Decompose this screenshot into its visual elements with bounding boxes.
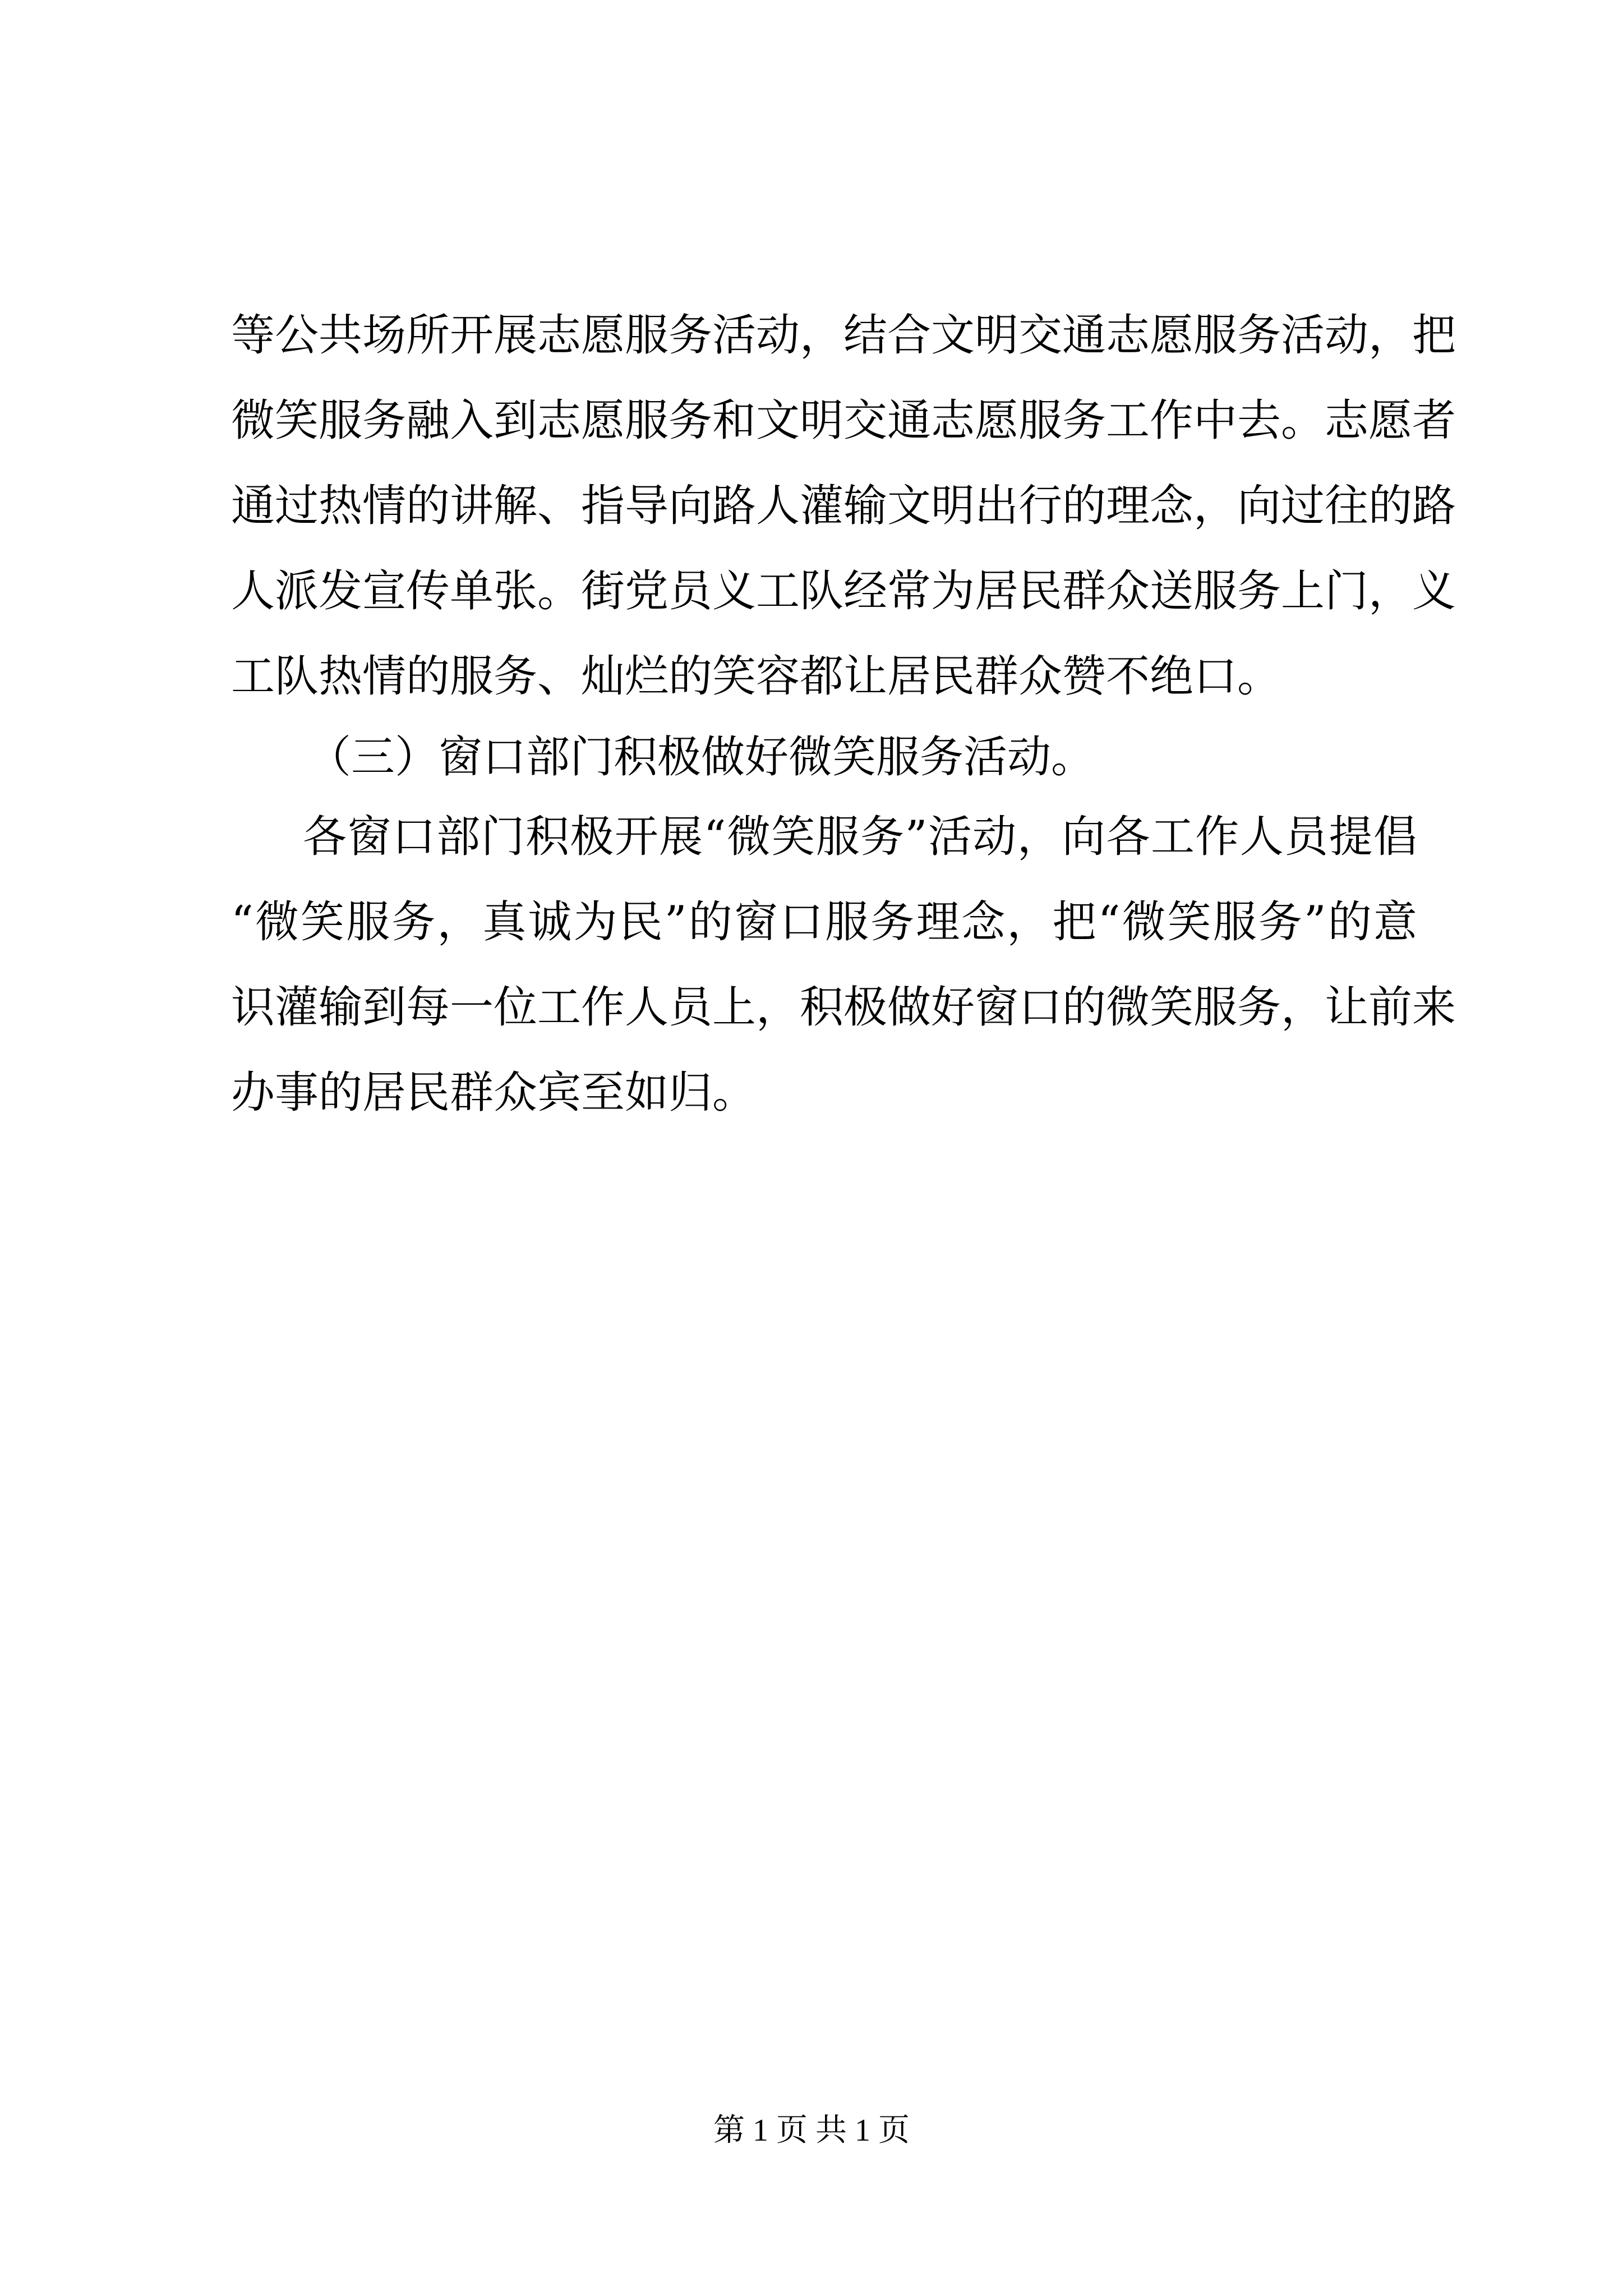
body-line-1: 等公共场所开展志愿服务活动，结合文明交通志愿服务活动，把: [231, 310, 1456, 361]
section-heading: （三）窗口部门积极做好微笑服务活动。: [307, 732, 1095, 783]
body-line-5: 工队热情的服务、灿烂的笑容都让居民群众赞不绝口。: [231, 651, 1281, 702]
body-line-8: “微笑服务，真诚为民”的窗口服务理念，把“微笑服务”的意: [231, 897, 1417, 947]
body-line-10: 办事的居民群众宾至如归。: [231, 1068, 757, 1118]
body-line-4: 人派发宣传单张。街党员义工队经常为居民群众送服务上门，义: [231, 566, 1456, 616]
body-line-3: 通过热情的讲解、指导向路人灌输文明出行的理念，向过往的路: [231, 481, 1456, 531]
page-footer: 第 1 页 共 1 页: [713, 2113, 910, 2148]
body-line-9: 识灌输到每一位工作人员上，积极做好窗口的微笑服务，让前来: [231, 982, 1456, 1033]
body-line-2: 微笑服务融入到志愿服务和文明交通志愿服务工作中去。志愿者: [231, 395, 1456, 446]
body-line-7: 各窗口部门积极开展“微笑服务”活动，向各工作人员提倡: [303, 812, 1417, 862]
